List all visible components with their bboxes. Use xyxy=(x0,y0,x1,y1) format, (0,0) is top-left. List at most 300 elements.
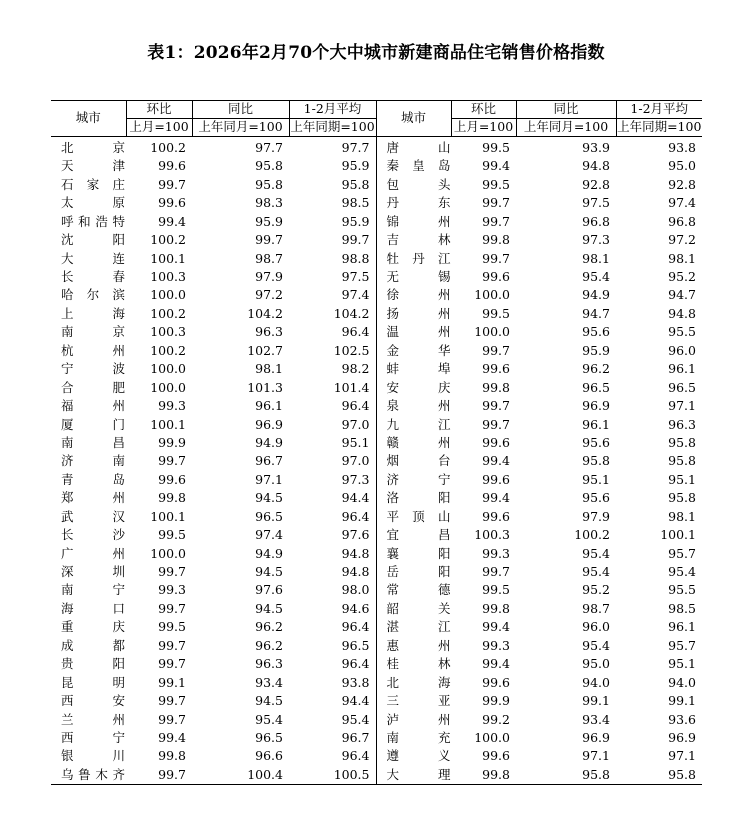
city-label: 秦 皇 岛 xyxy=(386,158,451,174)
yoy-value-left: 94.9 xyxy=(255,545,283,561)
city-name-right xyxy=(376,231,451,249)
table-row xyxy=(51,729,702,747)
table-row xyxy=(51,508,702,526)
avg-value-right: 95.4 xyxy=(668,564,696,580)
yoy-value-right: 95.4 xyxy=(582,637,610,653)
city-label: 南 京 xyxy=(61,324,125,340)
city-label: 昆 明 xyxy=(61,674,125,690)
table-row xyxy=(51,489,702,507)
yoy-value-right: 100.2 xyxy=(574,527,610,543)
city-name-left xyxy=(51,563,126,581)
city-name-right xyxy=(376,397,451,415)
city-label: 宜 昌 xyxy=(386,527,451,543)
yoy-value-right: 95.4 xyxy=(582,564,610,580)
avg-value-left: 96.4 xyxy=(289,618,376,636)
city-name-right xyxy=(376,674,451,692)
city-label: 湛 江 xyxy=(386,619,451,635)
city-name-right xyxy=(376,582,451,600)
mom-value-left: 99.1 xyxy=(158,674,186,690)
mom-value-left: 99.3 xyxy=(158,582,186,598)
city-label: 哈 尔 滨 xyxy=(61,287,125,303)
city-name-right xyxy=(376,342,451,360)
table-row xyxy=(51,526,702,544)
city-name-right xyxy=(376,137,451,158)
city-label: 济 宁 xyxy=(386,471,451,487)
avg-header-left: 1-2月平均 xyxy=(289,101,376,119)
avg-value-left: 97.7 xyxy=(289,137,376,158)
yoy-value-left: 97.9 xyxy=(255,269,283,285)
city-name-right xyxy=(376,416,451,434)
mom-base-left: 上月=100 xyxy=(126,119,192,137)
yoy-value-right: 98.1 xyxy=(582,250,610,266)
city-label: 兰 州 xyxy=(61,711,125,727)
city-label: 北 海 xyxy=(386,674,451,690)
yoy-value-left: 96.7 xyxy=(255,453,283,469)
mom-value-left: 99.7 xyxy=(158,564,186,580)
avg-value-right: 97.2 xyxy=(668,232,696,248)
city-label: 济 南 xyxy=(61,453,125,469)
avg-value-right: 96.8 xyxy=(668,213,696,229)
city-label: 无 锡 xyxy=(386,269,451,285)
city-label: 长 春 xyxy=(61,269,125,285)
city-name-left xyxy=(51,637,126,655)
avg-value-left: 96.4 xyxy=(289,323,376,341)
city-name-right xyxy=(376,360,451,378)
mom-value-left: 99.8 xyxy=(158,748,186,764)
mom-value-left: 99.7 xyxy=(158,453,186,469)
city-name-right xyxy=(376,766,451,785)
mom-base-right: 上月=100 xyxy=(451,119,516,137)
city-label: 三 亚 xyxy=(386,693,451,709)
table-row xyxy=(51,397,702,415)
yoy-value-left: 97.7 xyxy=(255,139,283,155)
city-name-right xyxy=(376,508,451,526)
avg-value-right: 97.4 xyxy=(668,195,696,211)
avg-value-left: 96.4 xyxy=(289,397,376,415)
city-label: 襄 阳 xyxy=(386,545,451,561)
city-name-right xyxy=(376,471,451,489)
table-row xyxy=(51,545,702,563)
avg-value-left: 96.7 xyxy=(289,729,376,747)
yoy-value-right: 93.9 xyxy=(582,139,610,155)
avg-value-left: 95.1 xyxy=(289,434,376,452)
avg-value-left: 96.4 xyxy=(289,508,376,526)
city-name-right xyxy=(376,526,451,544)
city-name-left xyxy=(51,137,126,158)
avg-value-right: 100.1 xyxy=(660,527,696,543)
yoy-value-left: 101.3 xyxy=(247,379,283,395)
mom-value-left: 100.0 xyxy=(150,545,186,561)
city-label: 安 庆 xyxy=(386,379,451,395)
mom-value-left: 100.2 xyxy=(150,305,186,321)
avg-value-left: 95.9 xyxy=(289,157,376,175)
avg-value-left: 94.8 xyxy=(289,545,376,563)
yoy-value-right: 93.4 xyxy=(582,711,610,727)
yoy-value-left: 102.7 xyxy=(247,342,283,358)
city-label: 呼 和 浩 特 xyxy=(61,213,125,229)
mom-value-left: 100.3 xyxy=(150,269,186,285)
mom-value-left: 99.8 xyxy=(158,490,186,506)
avg-value-right: 92.8 xyxy=(668,176,696,192)
city-name-right xyxy=(376,637,451,655)
city-label: 金 华 xyxy=(386,342,451,358)
city-label: 扬 州 xyxy=(386,305,451,321)
table-title: 表1：2026年2月70个大中城市新建商品住宅销售价格指数 xyxy=(147,43,605,63)
avg-value-left: 99.7 xyxy=(289,231,376,249)
mom-value-right: 99.7 xyxy=(482,398,510,414)
mom-value-left: 99.9 xyxy=(158,434,186,450)
mom-header-right: 环比 xyxy=(451,101,516,119)
mom-value-left: 99.7 xyxy=(126,766,192,785)
avg-value-right: 95.8 xyxy=(668,490,696,506)
city-name-right xyxy=(376,379,451,397)
avg-value-left: 97.5 xyxy=(289,268,376,286)
yoy-value-left: 100.4 xyxy=(192,766,289,785)
table-row xyxy=(51,582,702,600)
mom-value-right: 99.8 xyxy=(482,379,510,395)
table-row xyxy=(51,452,702,470)
avg-value-left: 97.3 xyxy=(289,471,376,489)
table-row xyxy=(51,600,702,618)
table-row xyxy=(51,379,702,397)
avg-value-right: 97.1 xyxy=(668,398,696,414)
table-row xyxy=(51,287,702,305)
city-name-left xyxy=(51,397,126,415)
city-header-left: 城市 xyxy=(51,101,126,137)
table-row xyxy=(51,618,702,636)
city-label: 牡 丹 江 xyxy=(386,250,451,266)
city-label: 南 充 xyxy=(386,729,451,745)
avg-value-right: 96.9 xyxy=(668,729,696,745)
table-header xyxy=(51,101,702,137)
city-label: 贵 阳 xyxy=(61,656,125,672)
mom-value-left: 99.7 xyxy=(158,693,186,709)
table-row xyxy=(51,231,702,249)
yoy-value-right: 96.5 xyxy=(582,379,610,395)
city-name-right xyxy=(376,711,451,729)
avg-value-right: 94.0 xyxy=(668,674,696,690)
yoy-value-right: 96.0 xyxy=(582,619,610,635)
yoy-value-left: 96.5 xyxy=(255,729,283,745)
city-label: 泉 州 xyxy=(386,398,451,414)
city-name-right xyxy=(376,600,451,618)
avg-base-left: 上年同期=100 xyxy=(289,119,376,137)
city-label: 丹 东 xyxy=(386,195,451,211)
city-name-left xyxy=(51,434,126,452)
avg-value-left: 94.4 xyxy=(289,692,376,710)
city-label: 长 沙 xyxy=(61,527,125,543)
yoy-value-left: 97.2 xyxy=(255,287,283,303)
avg-value-right: 95.0 xyxy=(668,158,696,174)
city-name-right xyxy=(376,250,451,268)
city-label: 大 理 xyxy=(386,766,451,782)
city-name-right xyxy=(376,305,451,323)
yoy-base-right: 上年同月=100 xyxy=(516,119,616,137)
city-label: 重 庆 xyxy=(61,619,125,635)
city-label: 合 肥 xyxy=(61,379,125,395)
yoy-value-left: 98.7 xyxy=(255,250,283,266)
table-row xyxy=(51,674,702,692)
table-row xyxy=(51,157,702,175)
mom-value-left: 100.2 xyxy=(150,139,186,155)
city-label: 洛 阳 xyxy=(386,490,451,506)
yoy-value-right: 95.6 xyxy=(582,324,610,340)
city-name-left xyxy=(51,711,126,729)
yoy-value-left: 94.5 xyxy=(255,490,283,506)
avg-value-right: 93.8 xyxy=(668,139,696,155)
city-label: 泸 州 xyxy=(386,711,451,727)
avg-value-right: 95.8 xyxy=(668,434,696,450)
city-label: 广 州 xyxy=(61,545,125,561)
mom-value-right: 99.7 xyxy=(482,213,510,229)
avg-value-right: 95.7 xyxy=(668,637,696,653)
mom-value-left: 99.4 xyxy=(158,729,186,745)
avg-value-right: 99.1 xyxy=(668,693,696,709)
table-row xyxy=(51,416,702,434)
city-name-right xyxy=(376,489,451,507)
avg-value-right: 93.6 xyxy=(668,711,696,727)
yoy-value-left: 96.5 xyxy=(255,508,283,524)
city-name-left xyxy=(51,729,126,747)
yoy-value-right: 95.1 xyxy=(582,471,610,487)
avg-value-left: 102.5 xyxy=(289,342,376,360)
yoy-value-left: 97.6 xyxy=(255,582,283,598)
yoy-value-right: 96.9 xyxy=(582,398,610,414)
city-name-left xyxy=(51,416,126,434)
city-label: 厦 门 xyxy=(61,416,125,432)
avg-value-left: 96.4 xyxy=(289,747,376,765)
table-row xyxy=(51,711,702,729)
table-row xyxy=(51,268,702,286)
yoy-value-left: 95.4 xyxy=(255,711,283,727)
city-name-right xyxy=(376,452,451,470)
table-row xyxy=(51,213,702,231)
avg-value-right: 95.8 xyxy=(616,766,702,785)
avg-value-left: 98.5 xyxy=(289,194,376,212)
city-label: 沈 阳 xyxy=(61,232,125,248)
yoy-value-right: 95.2 xyxy=(582,582,610,598)
avg-value-left: 97.6 xyxy=(289,526,376,544)
mom-value-right: 100.3 xyxy=(474,527,510,543)
city-label: 包 头 xyxy=(386,176,451,192)
city-label: 乌 鲁 木 齐 xyxy=(61,766,125,782)
mom-value-right: 99.8 xyxy=(451,766,516,785)
city-label: 唐 山 xyxy=(386,139,451,155)
avg-value-right: 96.5 xyxy=(668,379,696,395)
yoy-value-right: 96.2 xyxy=(582,361,610,377)
city-name-left xyxy=(51,268,126,286)
yoy-value-left: 95.9 xyxy=(255,213,283,229)
yoy-value-left: 98.3 xyxy=(255,195,283,211)
city-name-left xyxy=(51,545,126,563)
city-label: 深 圳 xyxy=(61,564,125,580)
yoy-value-left: 96.1 xyxy=(255,398,283,414)
mom-value-right: 99.4 xyxy=(482,619,510,635)
city-label: 平 顶 山 xyxy=(386,508,451,524)
avg-value-right: 95.1 xyxy=(668,471,696,487)
avg-value-left: 96.4 xyxy=(289,655,376,673)
city-label: 成 都 xyxy=(61,637,125,653)
city-name-right xyxy=(376,545,451,563)
city-label: 天 津 xyxy=(61,158,125,174)
mom-value-right: 99.6 xyxy=(482,269,510,285)
city-name-left xyxy=(51,157,126,175)
mom-value-right: 99.9 xyxy=(482,693,510,709)
mom-value-right: 99.5 xyxy=(482,139,510,155)
mom-value-right: 99.8 xyxy=(482,600,510,616)
yoy-value-right: 95.8 xyxy=(516,766,616,785)
table-row xyxy=(51,637,702,655)
avg-value-right: 96.0 xyxy=(668,342,696,358)
city-name-left xyxy=(51,360,126,378)
city-name-left xyxy=(51,526,126,544)
avg-value-right: 98.1 xyxy=(668,250,696,266)
mom-value-left: 100.1 xyxy=(150,416,186,432)
yoy-value-right: 96.1 xyxy=(582,416,610,432)
mom-value-left: 99.5 xyxy=(158,527,186,543)
mom-value-right: 100.0 xyxy=(474,729,510,745)
mom-value-left: 99.7 xyxy=(158,711,186,727)
city-label: 上 海 xyxy=(61,305,125,321)
city-name-left xyxy=(51,323,126,341)
mom-value-right: 99.7 xyxy=(482,250,510,266)
city-label: 桂 林 xyxy=(386,656,451,672)
city-header-right: 城市 xyxy=(376,101,451,137)
city-label: 烟 台 xyxy=(386,453,451,469)
avg-value-right: 98.1 xyxy=(668,508,696,524)
city-label: 银 川 xyxy=(61,748,125,764)
mom-value-right: 99.7 xyxy=(482,564,510,580)
city-label: 青 岛 xyxy=(61,471,125,487)
mom-value-right: 99.5 xyxy=(482,582,510,598)
city-name-left xyxy=(51,618,126,636)
table-row xyxy=(51,194,702,212)
table-row xyxy=(51,137,702,158)
city-name-right xyxy=(376,692,451,710)
yoy-value-right: 95.9 xyxy=(582,342,610,358)
yoy-value-right: 95.8 xyxy=(582,453,610,469)
city-label: 常 德 xyxy=(386,582,451,598)
city-label: 石 家 庄 xyxy=(61,176,125,192)
mom-value-right: 100.0 xyxy=(474,287,510,303)
table-body xyxy=(51,137,702,785)
city-name-left xyxy=(51,747,126,765)
yoy-value-right: 97.1 xyxy=(582,748,610,764)
mom-value-left: 99.7 xyxy=(158,176,186,192)
mom-value-left: 100.0 xyxy=(150,361,186,377)
mom-value-right: 99.3 xyxy=(482,637,510,653)
yoy-value-right: 97.3 xyxy=(582,232,610,248)
mom-value-left: 99.7 xyxy=(158,656,186,672)
avg-value-left: 97.4 xyxy=(289,287,376,305)
table-row xyxy=(51,360,702,378)
table-row xyxy=(51,176,702,194)
city-label: 赣 州 xyxy=(386,434,451,450)
yoy-value-right: 96.8 xyxy=(582,213,610,229)
table-row xyxy=(51,747,702,765)
mom-value-right: 99.4 xyxy=(482,490,510,506)
avg-value-left: 97.0 xyxy=(289,416,376,434)
city-label: 西 安 xyxy=(61,693,125,709)
yoy-value-right: 96.9 xyxy=(582,729,610,745)
avg-value-left: 96.5 xyxy=(289,637,376,655)
mom-value-left: 99.7 xyxy=(158,600,186,616)
mom-value-right: 99.6 xyxy=(482,674,510,690)
avg-value-left: 94.4 xyxy=(289,489,376,507)
city-name-right xyxy=(376,213,451,231)
avg-value-right: 95.2 xyxy=(668,269,696,285)
avg-value-right: 95.1 xyxy=(668,656,696,672)
avg-value-right: 97.1 xyxy=(668,748,696,764)
mom-value-right: 99.3 xyxy=(482,545,510,561)
yoy-value-right: 94.7 xyxy=(582,305,610,321)
mom-value-left: 100.1 xyxy=(150,250,186,266)
mom-value-left: 100.2 xyxy=(150,232,186,248)
avg-header-right: 1-2月平均 xyxy=(616,101,702,119)
mom-value-right: 99.4 xyxy=(482,656,510,672)
mom-value-left: 100.1 xyxy=(150,508,186,524)
city-name-left xyxy=(51,176,126,194)
city-name-right xyxy=(376,157,451,175)
yoy-value-right: 95.6 xyxy=(582,490,610,506)
city-name-right xyxy=(376,747,451,765)
city-name-left xyxy=(51,471,126,489)
avg-value-right: 94.7 xyxy=(668,287,696,303)
city-label: 福 州 xyxy=(61,398,125,414)
city-label: 温 州 xyxy=(386,324,451,340)
city-name-left xyxy=(51,452,126,470)
yoy-value-left: 96.3 xyxy=(255,324,283,340)
table-row xyxy=(51,434,702,452)
avg-value-left: 98.8 xyxy=(289,250,376,268)
avg-value-right: 98.5 xyxy=(668,600,696,616)
yoy-value-left: 94.5 xyxy=(255,693,283,709)
yoy-value-left: 94.9 xyxy=(255,434,283,450)
city-label: 大 连 xyxy=(61,250,125,266)
yoy-value-left: 104.2 xyxy=(247,305,283,321)
mom-value-right: 99.5 xyxy=(482,176,510,192)
city-name-left xyxy=(51,582,126,600)
yoy-value-right: 95.0 xyxy=(582,656,610,672)
avg-value-right: 94.8 xyxy=(668,305,696,321)
avg-value-right: 96.1 xyxy=(668,619,696,635)
avg-value-right: 95.5 xyxy=(668,324,696,340)
city-name-left xyxy=(51,379,126,397)
yoy-value-left: 96.3 xyxy=(255,656,283,672)
yoy-value-right: 99.1 xyxy=(582,693,610,709)
yoy-value-left: 94.5 xyxy=(255,600,283,616)
yoy-value-right: 98.7 xyxy=(582,600,610,616)
yoy-value-right: 95.4 xyxy=(582,545,610,561)
city-label: 海 口 xyxy=(61,600,125,616)
mom-value-left: 99.5 xyxy=(158,619,186,635)
mom-value-left: 100.0 xyxy=(150,287,186,303)
yoy-value-left: 98.1 xyxy=(255,361,283,377)
yoy-value-right: 94.8 xyxy=(582,158,610,174)
city-name-right xyxy=(376,323,451,341)
city-name-right xyxy=(376,194,451,212)
city-name-left xyxy=(51,194,126,212)
city-name-right xyxy=(376,618,451,636)
mom-value-left: 99.6 xyxy=(158,471,186,487)
table-row xyxy=(51,766,702,785)
avg-value-left: 97.0 xyxy=(289,452,376,470)
yoy-value-left: 93.4 xyxy=(255,674,283,690)
city-label: 岳 阳 xyxy=(386,564,451,580)
avg-value-right: 95.8 xyxy=(668,453,696,469)
mom-value-left: 100.2 xyxy=(150,342,186,358)
avg-value-left: 100.5 xyxy=(289,766,376,785)
